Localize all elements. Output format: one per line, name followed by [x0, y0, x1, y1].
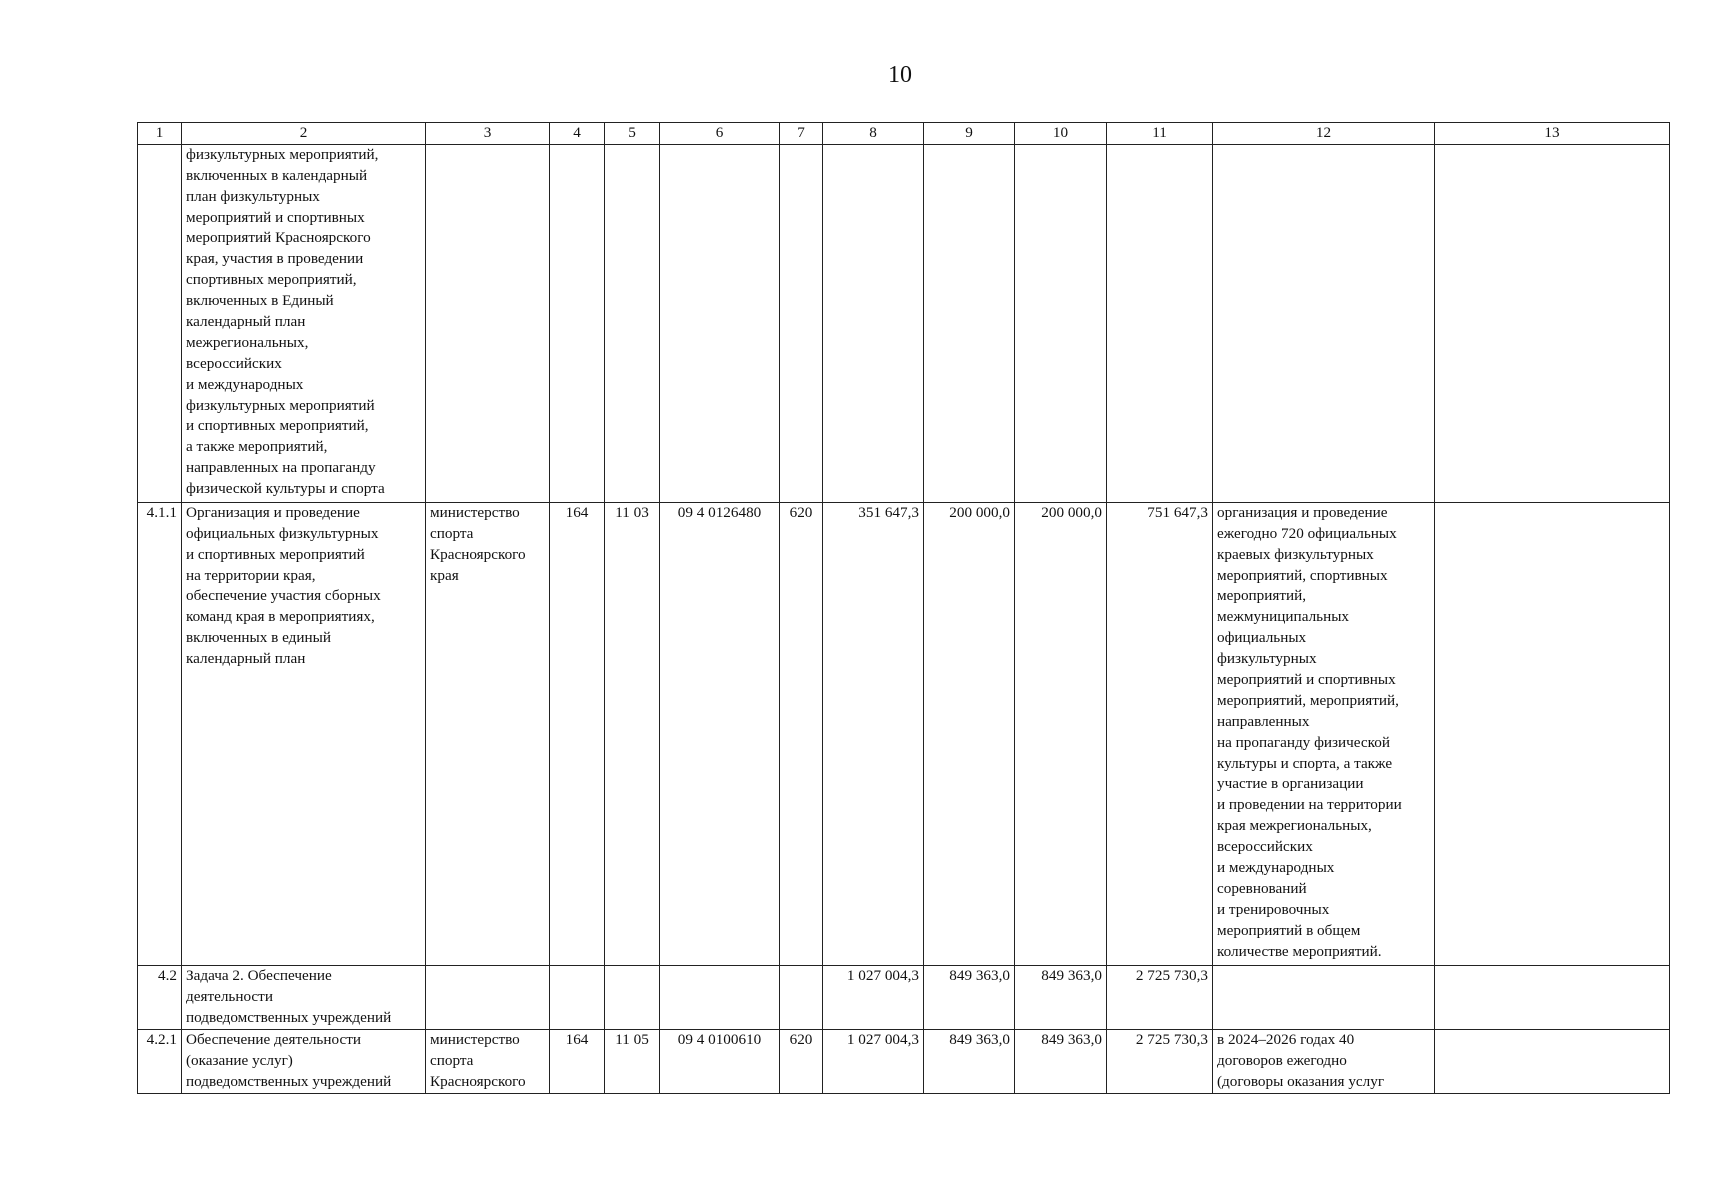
- amount-2024: [823, 144, 924, 502]
- activity-name-line: на территории края,: [186, 566, 316, 584]
- activity-name-line: физкультурных мероприятий,: [186, 145, 379, 163]
- activity-name-line: подведомственных учреждений: [186, 1072, 392, 1090]
- amount-2026: 200 000,0: [1015, 502, 1107, 965]
- header-cell: 8: [823, 123, 924, 145]
- responsible-agency-line: края: [430, 566, 459, 584]
- expected-result-line: межмуниципальных: [1217, 608, 1349, 626]
- activity-name-line: включенных в календарный: [186, 166, 368, 184]
- expected-result-line: и тренировочных: [1217, 900, 1330, 918]
- expected-result-line: мероприятий в общем: [1217, 921, 1361, 939]
- activity-name-line: подведомственных учреждений: [186, 1008, 392, 1026]
- grbs-code: 164: [550, 502, 605, 965]
- amount-2025: 849 363,0: [924, 965, 1015, 1029]
- activity-name-line: включенных в единый: [186, 629, 331, 647]
- row-number: 4.2.1: [138, 1029, 182, 1093]
- activity-name-line: межрегиональных,: [186, 333, 309, 351]
- expected-result-line: соревнований: [1217, 879, 1307, 897]
- header-cell: 13: [1435, 123, 1670, 145]
- amount-2024: 351 647,3: [823, 502, 924, 965]
- responsible-agency-line: министерство: [430, 503, 520, 521]
- grbs-code: 164: [550, 1029, 605, 1093]
- activity-name-line: команд края в мероприятиях,: [186, 608, 375, 626]
- activity-name-line: план физкультурных: [186, 187, 320, 205]
- column-13-cell: [1435, 1029, 1670, 1093]
- expected-result-line: мероприятий, мероприятий,: [1217, 691, 1399, 709]
- expected-result: [1213, 502, 1435, 965]
- header-cell: 11: [1107, 123, 1213, 145]
- expected-result-line: и международных: [1217, 859, 1335, 877]
- header-cell: 5: [605, 123, 660, 145]
- expected-result-line: всероссийских: [1217, 838, 1313, 856]
- activity-name: [182, 1029, 426, 1093]
- activity-name: [182, 965, 426, 1029]
- header-cell: 9: [924, 123, 1015, 145]
- activity-name-line: края, участия в проведении: [186, 250, 364, 268]
- activity-name-line: и международных: [186, 375, 304, 393]
- expected-result-line: в 2024–2026 годах 40: [1217, 1030, 1355, 1048]
- program-table: [137, 122, 1670, 1094]
- vr-code: [780, 965, 823, 1029]
- csr-code: 09 4 0126480: [660, 502, 780, 965]
- responsible-agency-line: Красноярского: [430, 1072, 526, 1090]
- responsible-agency-line: спорта: [430, 524, 474, 542]
- activity-name-line: физической культуры и спорта: [186, 480, 385, 498]
- activity-name-line: календарный план: [186, 313, 306, 331]
- amount-2025: 200 000,0: [924, 502, 1015, 965]
- activity-name-line: мероприятий Красноярского: [186, 229, 371, 247]
- responsible-agency: [426, 502, 550, 965]
- vr-code: [780, 144, 823, 502]
- table-row: [138, 144, 1670, 502]
- expected-result-line: (договоры оказания услуг: [1217, 1072, 1385, 1090]
- activity-name: [182, 502, 426, 965]
- header-cell: 12: [1213, 123, 1435, 145]
- header-cell: 3: [426, 123, 550, 145]
- amount-2026: 849 363,0: [1015, 965, 1107, 1029]
- responsible-agency-line: министерство: [430, 1030, 520, 1048]
- responsible-agency-line: спорта: [430, 1051, 474, 1069]
- grbs-code: [550, 144, 605, 502]
- expected-result-line: мероприятий, спортивных: [1217, 566, 1388, 584]
- csr-code: [660, 144, 780, 502]
- column-13-cell: [1435, 144, 1670, 502]
- activity-name-line: (оказание услуг): [186, 1051, 293, 1069]
- header-cell: 6: [660, 123, 780, 145]
- activity-name-line: и спортивных мероприятий,: [186, 417, 369, 435]
- expected-result-line: физкультурных: [1217, 650, 1317, 668]
- rzpr-code: [605, 144, 660, 502]
- amount-2026: [1015, 144, 1107, 502]
- expected-result-line: на пропаганду физической: [1217, 733, 1390, 751]
- activity-name-line: и спортивных мероприятий: [186, 545, 365, 563]
- expected-result-line: ежегодно 720 официальных: [1217, 524, 1397, 542]
- column-13-cell: [1435, 965, 1670, 1029]
- row-number: 4.2: [138, 965, 182, 1029]
- activity-name-line: обеспечение участия сборных: [186, 587, 381, 605]
- responsible-agency: [426, 1029, 550, 1093]
- amount-total: 2 725 730,3: [1107, 965, 1213, 1029]
- table-row: [138, 502, 1670, 965]
- expected-result-line: культуры и спорта, а также: [1217, 754, 1393, 772]
- responsible-agency: [426, 965, 550, 1029]
- activity-name-line: направленных на пропаганду: [186, 459, 376, 477]
- row-number: 4.1.1: [138, 502, 182, 965]
- expected-result: [1213, 1029, 1435, 1093]
- csr-code: 09 4 0100610: [660, 1029, 780, 1093]
- activity-name-line: включенных в Единый: [186, 292, 334, 310]
- header-cell: 2: [182, 123, 426, 145]
- rzpr-code: 11 03: [605, 502, 660, 965]
- amount-2024: 1 027 004,3: [823, 965, 924, 1029]
- header-cell: 4: [550, 123, 605, 145]
- activity-name-line: Задача 2. Обеспечение: [186, 966, 332, 984]
- amount-total: 751 647,3: [1107, 502, 1213, 965]
- page-number: 10: [888, 62, 912, 88]
- table-row: [138, 1029, 1670, 1093]
- rzpr-code: 11 05: [605, 1029, 660, 1093]
- activity-name-line: официальных физкультурных: [186, 524, 379, 542]
- activity-name-line: календарный план: [186, 650, 306, 668]
- activity-name-line: мероприятий и спортивных: [186, 208, 365, 226]
- header-cell: 1: [138, 123, 182, 145]
- amount-2024: 1 027 004,3: [823, 1029, 924, 1093]
- responsible-agency: [426, 144, 550, 502]
- expected-result-line: количестве мероприятий.: [1217, 942, 1382, 960]
- expected-result: [1213, 144, 1435, 502]
- header-cell: 7: [780, 123, 823, 145]
- table-header-row: [138, 123, 1670, 145]
- activity-name-line: спортивных мероприятий,: [186, 271, 357, 289]
- vr-code: 620: [780, 502, 823, 965]
- responsible-agency-line: Красноярского: [430, 545, 526, 563]
- grbs-code: [550, 965, 605, 1029]
- expected-result-line: организация и проведение: [1217, 503, 1388, 521]
- amount-2026: 849 363,0: [1015, 1029, 1107, 1093]
- activity-name-line: физкультурных мероприятий: [186, 396, 375, 414]
- activity-name-line: а также мероприятий,: [186, 438, 328, 456]
- vr-code: 620: [780, 1029, 823, 1093]
- expected-result-line: официальных: [1217, 629, 1307, 647]
- activity-name-line: Обеспечение деятельности: [186, 1030, 361, 1048]
- expected-result-line: и проведении на территории: [1217, 796, 1402, 814]
- amount-2025: 849 363,0: [924, 1029, 1015, 1093]
- header-cell: 10: [1015, 123, 1107, 145]
- expected-result-line: края межрегиональных,: [1217, 817, 1372, 835]
- amount-total: 2 725 730,3: [1107, 1029, 1213, 1093]
- amount-total: [1107, 144, 1213, 502]
- expected-result: [1213, 965, 1435, 1029]
- csr-code: [660, 965, 780, 1029]
- amount-2025: [924, 144, 1015, 502]
- expected-result-line: мероприятий,: [1217, 587, 1307, 605]
- activity-name-line: деятельности: [186, 987, 273, 1005]
- row-number: [138, 144, 182, 502]
- rzpr-code: [605, 965, 660, 1029]
- expected-result-line: мероприятий и спортивных: [1217, 671, 1396, 689]
- table-row: [138, 965, 1670, 1029]
- activity-name-line: всероссийских: [186, 354, 282, 372]
- expected-result-line: участие в организации: [1217, 775, 1364, 793]
- column-13-cell: [1435, 502, 1670, 965]
- expected-result-line: направленных: [1217, 712, 1310, 730]
- activity-name-line: Организация и проведение: [186, 503, 360, 521]
- expected-result-line: договоров ежегодно: [1217, 1051, 1347, 1069]
- expected-result-line: краевых физкультурных: [1217, 545, 1374, 563]
- activity-name: [182, 144, 426, 502]
